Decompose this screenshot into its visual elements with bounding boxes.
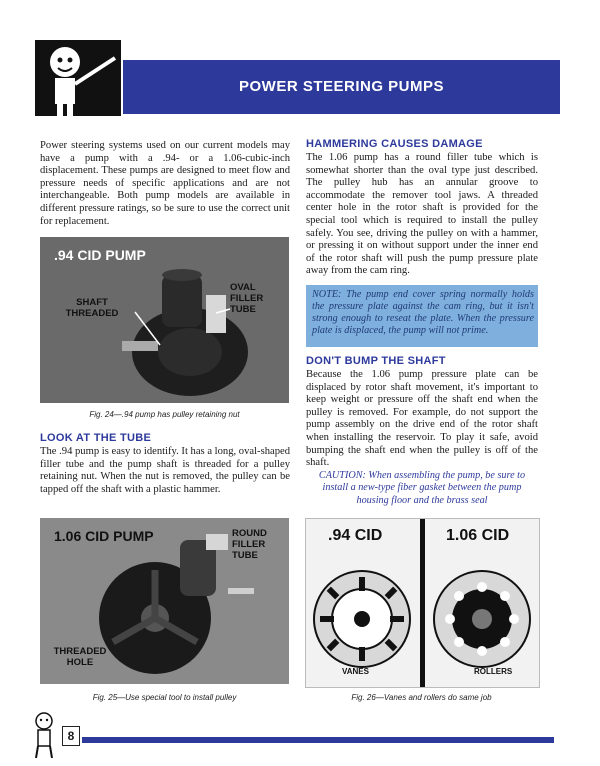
footer-mascot [30,712,64,758]
intro-paragraph: Power steering systems used on our current models may have a pump with a .94- or a 1.06-cubic-inch displacement. These pumps are designed to meet flow and pressure needs of specific applications and are not interchangeable. Both pump models are available in different pressure ratings, so be sure to use the correct unit for replacement. [40,140,290,227]
look-at-tube-paragraph: The .94 pump is easy to identify. It has a long, oval-shaped filler tube and the pump shaft is threaded for a pulley retaining nut. When the nut is removed, the pulley can be tapped off the shaft with a plastic hammer. [40,446,290,495]
page-number: 8 [62,726,80,746]
dont-bump-paragraph: Because the 1.06 pump pressure plate can be displaced by rotor shaft movement, it's important to keep weight or pressure off the shaft end when the pulley is removed. For example, do not support the pump assembly on the drive end of the rotor shaft when installing the reservoir. To play it safe, avoid bumping the shaft end when the pulley is off of the shaft. [306,369,538,469]
figure-26-caption: Fig. 26—Vanes and rollers do same job [351,693,492,702]
figure-25-label-tube: ROUND FILLER TUBE [232,528,267,561]
footer-rule [82,737,554,743]
figure-26-left-title: .94 CID [328,527,383,544]
figure-26-right-title: 1.06 CID [446,527,510,544]
figure-26-label-vanes: VANES [342,667,369,676]
figure-25-photo [40,518,289,684]
figure-24-title: .94 CID PUMP [54,247,146,263]
figure-24-photo [40,237,289,403]
figure-24-caption: Fig. 24—.94 pump has pulley retaining nut [89,410,240,419]
figure-25-title: 1.06 CID PUMP [54,528,154,544]
heading-dont-bump: DON'T BUMP THE SHAFT [306,355,446,367]
figure-24-label-tube: OVAL FILLER TUBE [230,282,264,315]
heading-hammering: HAMMERING CAUSES DAMAGE [306,138,483,150]
figure-26-photo [305,518,540,688]
page-title: POWER STEERING PUMPS [238,78,445,95]
hammering-paragraph: The 1.06 pump has a round filler tube which is somewhat shorter than the oval type just described. The pulley hub has an annular groove to accommodate the remover tool jaws. A threaded center hole in the rotor shaft is provided for the special tool which is required to install the pulley safely. You see, driving the pulley on with a hammer, or pressing it on without support under the inner end of the rotor shaft will push the pump pressure plate away from the cam ring. [306,152,538,277]
figure-25-label-hole: THREADED HOLE [53,646,107,668]
heading-look-at-tube: LOOK AT THE TUBE [40,432,152,444]
figure-25-caption: Fig. 25—Use special tool to install pulley [92,693,237,702]
figure-24-label-shaft: SHAFT THREADED [65,297,119,319]
note-text: NOTE: The pump end cover spring normally holds the pressure plate against the cam ring, but it isn't strong enough to reseat the plate. When the pressure plate is displaced, the pump will not prime. [312,289,534,336]
figure-26-label-rollers: ROLLERS [474,667,513,676]
mascot-logo [35,40,121,116]
caution-text: CAUTION: When assembling the pump, be sure to install a new-type fiber gasket between the pump housing floor and the brass seal [318,470,526,506]
